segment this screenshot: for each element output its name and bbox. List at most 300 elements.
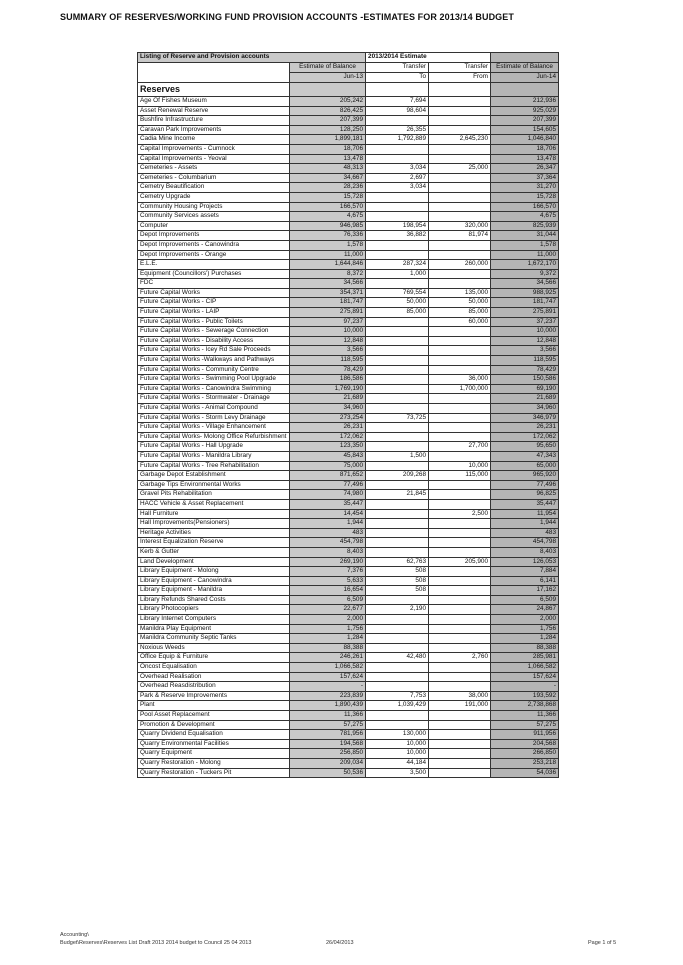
reserve-name-cell: Future Capital Works- Molong Office Refurbishment [138, 432, 290, 442]
reserve-name-cell: Future Capital Works - Stormwater - Drainage [138, 394, 290, 404]
balance-jun14-cell: 69,190 [491, 384, 559, 394]
balance-jun14-cell: 346,979 [491, 413, 559, 423]
table-row [138, 758, 559, 768]
balance-jun14-cell: 37,237 [491, 317, 559, 327]
transfer-from-cell [429, 365, 491, 375]
balance-jun13-cell: 21,689 [290, 394, 366, 404]
reserve-name-cell: Bushfire Infrastructure [138, 116, 290, 126]
transfer-to-cell [366, 202, 429, 212]
balance-jun13-cell: 34,566 [290, 279, 366, 289]
transfer-from-cell: 260,000 [429, 260, 491, 270]
transfer-to-cell: 7,694 [366, 97, 429, 107]
transfer-from-cell: 85,000 [429, 308, 491, 318]
header-row-1 [138, 53, 559, 63]
reserve-name-cell: Quarry Environmental Facilities [138, 739, 290, 749]
reserve-name-cell: Pool Asset Replacement [138, 711, 290, 721]
balance-jun13-cell: 11,000 [290, 250, 366, 260]
reserve-name-cell: E.L.E. [138, 260, 290, 270]
reserve-name-cell: Library Refunds Shared Costs [138, 595, 290, 605]
transfer-to-cell [366, 384, 429, 394]
transfer-from-cell: 1,700,000 [429, 384, 491, 394]
reserve-name-cell: Noxious Weeds [138, 643, 290, 653]
transfer-from-cell [429, 327, 491, 337]
balance-jun13-cell: 209,034 [290, 758, 366, 768]
transfer-from-cell [429, 269, 491, 279]
balance-jun13-cell: 78,429 [290, 365, 366, 375]
reserve-name-cell: Caravan Park Improvements [138, 125, 290, 135]
transfer-from-cell [429, 202, 491, 212]
table-row [138, 711, 559, 721]
table-row [138, 125, 559, 135]
transfer-to-cell: 62,763 [366, 557, 429, 567]
reserve-name-cell: FDC [138, 279, 290, 289]
balance-jun14-cell: 483 [491, 528, 559, 538]
balance-jun13-cell: 273,254 [290, 413, 366, 423]
transfer-from-cell [429, 423, 491, 433]
transfer-to-cell: 21,845 [366, 490, 429, 500]
table-row [138, 260, 559, 270]
transfer-to-cell: 3,034 [366, 183, 429, 193]
reserve-name-cell: Future Capital Works - CIP [138, 298, 290, 308]
transfer-to-cell [366, 547, 429, 557]
balance-jun13-cell: 781,956 [290, 730, 366, 740]
reserve-name-cell: Future Capital Works - Hall Upgrade [138, 442, 290, 452]
reserve-name-cell: Future Capital Works - Storm Levy Drainage [138, 413, 290, 423]
balance-jun13-cell: 1,066,582 [290, 663, 366, 673]
transfer-from-cell [429, 413, 491, 423]
transfer-from-header-a: Transfer [429, 63, 491, 73]
balance-jun13-cell: 172,062 [290, 432, 366, 442]
reserve-name-cell: Depot Improvements - Canowindra [138, 240, 290, 250]
table-row [138, 298, 559, 308]
balance-jun13-cell: 34,667 [290, 173, 366, 183]
reserve-name-cell: Future Capital Works - Sewerage Connection [138, 327, 290, 337]
transfer-from-cell [429, 605, 491, 615]
reserve-name-cell: Cemeteries - Assets [138, 164, 290, 174]
name-header [138, 63, 290, 83]
balance-jun13-cell: 157,624 [290, 672, 366, 682]
transfer-from-cell [429, 97, 491, 107]
balance-jun13-cell: 1,769,190 [290, 384, 366, 394]
transfer-to-cell: 1,792,889 [366, 135, 429, 145]
balance-jun14-cell: 825,939 [491, 221, 559, 231]
transfer-from-cell [429, 336, 491, 346]
footer-date: 26/04/2013 [326, 940, 354, 946]
balance-jun13-cell: 8,403 [290, 547, 366, 557]
transfer-from-cell: 2,760 [429, 653, 491, 663]
table-row [138, 288, 559, 298]
balance-jun13-cell: 4,675 [290, 212, 366, 222]
transfer-from-cell [429, 480, 491, 490]
transfer-from-cell [429, 116, 491, 126]
reserve-name-cell: Plant [138, 701, 290, 711]
balance-jun14-cell: 6,141 [491, 576, 559, 586]
balance-jun14-cell: 207,399 [491, 116, 559, 126]
table-row [138, 643, 559, 653]
transfer-from-cell [429, 663, 491, 673]
balance-jun14-cell: 96,825 [491, 490, 559, 500]
balance-jun14-cell: 1,944 [491, 519, 559, 529]
transfer-to-cell: 3,500 [366, 768, 429, 778]
reserve-name-cell: Cemetry Upgrade [138, 192, 290, 202]
balance-jun13-cell: 454,798 [290, 538, 366, 548]
transfer-from-cell [429, 624, 491, 634]
table-row [138, 557, 559, 567]
section-label: Reserves [138, 83, 290, 97]
table-row [138, 576, 559, 586]
balance-jun14-cell: 54,036 [491, 768, 559, 778]
balance-jun14-cell: 1,066,582 [491, 663, 559, 673]
balance-jun14-cell: 204,568 [491, 739, 559, 749]
balance-jun14-cell: 925,029 [491, 106, 559, 116]
table-row [138, 461, 559, 471]
table-row [138, 605, 559, 615]
reserve-name-cell: Community Services assets [138, 212, 290, 222]
transfer-from-cell: 115,000 [429, 471, 491, 481]
table-row [138, 471, 559, 481]
balance-jun13-cell: 15,728 [290, 192, 366, 202]
table-row [138, 749, 559, 759]
table-row [138, 365, 559, 375]
table-row [138, 691, 559, 701]
reserve-name-cell: Future Capital Works - Icey Rd Sale Proceeds [138, 346, 290, 356]
transfer-from-cell [429, 279, 491, 289]
balance-jun14-cell: 2,000 [491, 615, 559, 625]
transfer-to-cell: 36,882 [366, 231, 429, 241]
transfer-from-cell [429, 711, 491, 721]
balance-jun14-cell: 4,675 [491, 212, 559, 222]
balance-jun13-cell: 1,644,846 [290, 260, 366, 270]
transfer-to-cell [366, 144, 429, 154]
transfer-from-cell: 320,000 [429, 221, 491, 231]
transfer-to-cell [366, 711, 429, 721]
table-row [138, 173, 559, 183]
balance-jun13-cell: 34,960 [290, 404, 366, 414]
transfer-to-cell: 508 [366, 576, 429, 586]
transfer-from-cell [429, 106, 491, 116]
table-row [138, 327, 559, 337]
table-row [138, 509, 559, 519]
transfer-to-cell: 1,000 [366, 269, 429, 279]
balance-jun13-cell: 118,595 [290, 356, 366, 366]
reserve-name-cell: Hall Furniture [138, 509, 290, 519]
balance-jun14-cell: 275,891 [491, 308, 559, 318]
reserve-name-cell: Future Capital Works - LAIP [138, 308, 290, 318]
section-cell [491, 83, 559, 97]
reserve-name-cell: Future Capital Works -Walkways and Pathways [138, 356, 290, 366]
balance-jun14-cell: 26,347 [491, 164, 559, 174]
transfer-from-cell [429, 346, 491, 356]
balance-jun13-cell: 205,242 [290, 97, 366, 107]
balance-jun13-cell: 88,388 [290, 643, 366, 653]
transfer-from-cell: 2,500 [429, 509, 491, 519]
transfer-from-cell [429, 144, 491, 154]
table-row [138, 154, 559, 164]
balance-jun13-cell: 75,000 [290, 461, 366, 471]
balance-jun13-cell: 275,891 [290, 308, 366, 318]
transfer-to-cell [366, 615, 429, 625]
balance-jun13-cell: 45,843 [290, 451, 366, 461]
table-row [138, 346, 559, 356]
balance-jun13-cell: 186,586 [290, 375, 366, 385]
transfer-to-cell [366, 480, 429, 490]
balance-jun14-cell: 7,884 [491, 567, 559, 577]
balance-jun14-cell: 157,624 [491, 672, 559, 682]
table-row [138, 672, 559, 682]
transfer-from-cell [429, 615, 491, 625]
reserve-name-cell: Future Capital Works - Disability Access [138, 336, 290, 346]
transfer-from-cell [429, 154, 491, 164]
reserve-name-cell: Land Development [138, 557, 290, 567]
balance-jun14-cell: 3,566 [491, 346, 559, 356]
reserve-name-cell: Cemeteries - Columbarium [138, 173, 290, 183]
balance-jun14-cell: 118,595 [491, 356, 559, 366]
transfer-to-cell: 7,753 [366, 691, 429, 701]
transfer-to-cell [366, 509, 429, 519]
reserve-name-cell: Library Photocopiers [138, 605, 290, 615]
reserve-name-cell: Promotion & Development [138, 720, 290, 730]
reserve-name-cell: Quarry Dividend Equalisation [138, 730, 290, 740]
header-row-2 [138, 63, 559, 73]
transfer-from-cell: 50,000 [429, 298, 491, 308]
transfer-to-cell [366, 720, 429, 730]
table-row [138, 423, 559, 433]
transfer-from-cell [429, 758, 491, 768]
reserve-name-cell: Cadia Mine Income [138, 135, 290, 145]
balance-jun13-cell: 74,980 [290, 490, 366, 500]
transfer-to-cell [366, 461, 429, 471]
table-row [138, 663, 559, 673]
reserve-name-cell: Future Capital Works - Canowindra Swimming [138, 384, 290, 394]
transfer-from-cell [429, 173, 491, 183]
transfer-from-cell [429, 192, 491, 202]
transfer-from-cell [429, 125, 491, 135]
table-row [138, 202, 559, 212]
table-row [138, 739, 559, 749]
reserve-name-cell: Depot Improvements [138, 231, 290, 241]
balance-jun13-cell: 256,850 [290, 749, 366, 759]
reserve-name-cell: Garbage Tips Environmental Works [138, 480, 290, 490]
transfer-from-cell [429, 490, 491, 500]
balance-jun14-cell: 172,062 [491, 432, 559, 442]
balance-jun14-cell: 193,592 [491, 691, 559, 701]
balance-jun13-cell: 16,654 [290, 586, 366, 596]
transfer-from-cell [429, 451, 491, 461]
reserve-name-cell: Future Capital Works - Public Toilets [138, 317, 290, 327]
balance-jun14-cell: 1,046,840 [491, 135, 559, 145]
transfer-from-cell: 191,000 [429, 701, 491, 711]
reserve-name-cell: Future Capital Works - Manildra Library [138, 451, 290, 461]
reserve-name-cell: Library Equipment - Molong [138, 567, 290, 577]
reserve-name-cell: Age Of Fishes Museum [138, 97, 290, 107]
transfer-to-cell [366, 327, 429, 337]
transfer-to-cell [366, 404, 429, 414]
table-row [138, 183, 559, 193]
reserve-name-cell: Manildra Play Equipment [138, 624, 290, 634]
listing-header: Listing of Reserve and Provision accounts [138, 53, 366, 63]
table-row [138, 768, 559, 778]
transfer-from-cell: 135,000 [429, 288, 491, 298]
transfer-from-cell [429, 356, 491, 366]
balance-jun14-cell: 6,509 [491, 595, 559, 605]
balance-jun13-cell: 1,756 [290, 624, 366, 634]
balance-jun13-cell: 483 [290, 528, 366, 538]
reserve-name-cell: Future Capital Works - Tree Rehabilitation [138, 461, 290, 471]
table-row [138, 528, 559, 538]
balance-jun13-cell: 223,839 [290, 691, 366, 701]
table-row [138, 595, 559, 605]
reserve-name-cell: Future Capital Works - Village Enhancement [138, 423, 290, 433]
transfer-to-cell [366, 423, 429, 433]
table-row [138, 720, 559, 730]
balance-jun13-cell: 35,447 [290, 499, 366, 509]
reserve-name-cell: Heritage Activities [138, 528, 290, 538]
transfer-to-cell [366, 595, 429, 605]
transfer-to-cell: 209,268 [366, 471, 429, 481]
balance-header-b: Jun-13 [290, 73, 366, 83]
transfer-to-cell: 85,000 [366, 308, 429, 318]
transfer-from-cell: 60,000 [429, 317, 491, 327]
reserve-name-cell: Cemetry Beautification [138, 183, 290, 193]
balance-jun13-cell: 10,000 [290, 327, 366, 337]
transfer-to-cell [366, 432, 429, 442]
transfer-to-cell: 44,184 [366, 758, 429, 768]
balance-jun13-cell: - [290, 682, 366, 692]
balance-jun14-cell: 57,275 [491, 720, 559, 730]
balance-jun13-cell: 97,237 [290, 317, 366, 327]
table-row [138, 404, 559, 414]
reserve-name-cell: Office Equip & Furniture [138, 653, 290, 663]
transfer-to-cell: 98,604 [366, 106, 429, 116]
transfer-to-header-a: Transfer [366, 63, 429, 73]
table-row [138, 538, 559, 548]
transfer-from-cell [429, 499, 491, 509]
transfer-to-cell: 1,500 [366, 451, 429, 461]
reserve-name-cell: Garbage Depot Establishment [138, 471, 290, 481]
table-row [138, 221, 559, 231]
table-row [138, 567, 559, 577]
transfer-from-cell [429, 682, 491, 692]
balance-jun13-cell: 1,899,181 [290, 135, 366, 145]
reserve-name-cell: Asset Renewal Reserve [138, 106, 290, 116]
table-row [138, 269, 559, 279]
balance-jun14-cell: 9,372 [491, 269, 559, 279]
reserve-name-cell: Depot Improvements - Orange [138, 250, 290, 260]
balance-jun14-cell: 37,364 [491, 173, 559, 183]
transfer-to-cell: 10,000 [366, 739, 429, 749]
balance-jun13-cell: 826,425 [290, 106, 366, 116]
balance-jun14-cell: 31,270 [491, 183, 559, 193]
transfer-to-cell [366, 279, 429, 289]
transfer-to-cell [366, 192, 429, 202]
transfer-to-cell [366, 375, 429, 385]
balance-jun14-cell: 26,231 [491, 423, 559, 433]
blank-header [491, 53, 559, 63]
transfer-to-cell: 287,324 [366, 260, 429, 270]
transfer-from-cell [429, 720, 491, 730]
transfer-to-cell: 2,697 [366, 173, 429, 183]
balance-jun13-cell: 1,578 [290, 240, 366, 250]
transfer-from-cell [429, 634, 491, 644]
transfer-to-cell: 508 [366, 567, 429, 577]
table-row [138, 432, 559, 442]
balance-jun13-cell: 28,236 [290, 183, 366, 193]
transfer-from-cell [429, 432, 491, 442]
transfer-to-cell [366, 624, 429, 634]
balance-jun14-cell: 2,738,868 [491, 701, 559, 711]
table-row [138, 192, 559, 202]
transfer-from-cell [429, 240, 491, 250]
table-row [138, 212, 559, 222]
balance-jun13-cell: 12,848 [290, 336, 366, 346]
balance-header-a: Estimate of Balance [290, 63, 366, 73]
transfer-to-cell [366, 154, 429, 164]
transfer-to-cell: 73,725 [366, 413, 429, 423]
table-row [138, 144, 559, 154]
reserve-name-cell: Future Capital Works - Animal Compound [138, 404, 290, 414]
balance-jun14-cell: 988,925 [491, 288, 559, 298]
transfer-from-cell [429, 528, 491, 538]
transfer-from-cell [429, 749, 491, 759]
table-row [138, 384, 559, 394]
balance-jun13-cell: 48,313 [290, 164, 366, 174]
balance-jun13-cell: 77,496 [290, 480, 366, 490]
transfer-to-cell: 508 [366, 586, 429, 596]
table-row [138, 116, 559, 126]
transfer-from-cell [429, 183, 491, 193]
balance-jun14-cell: 150,586 [491, 375, 559, 385]
balance-jun14-cell: 18,706 [491, 144, 559, 154]
reserve-name-cell: Gravel Pits Rehabilitation [138, 490, 290, 500]
transfer-from-cell [429, 595, 491, 605]
table-row [138, 519, 559, 529]
balance-jun14-cell: 47,343 [491, 451, 559, 461]
reserve-name-cell: Hall Improvements(Pensioners) [138, 519, 290, 529]
balance-jun14-cell: 15,728 [491, 192, 559, 202]
reserves-table [137, 52, 559, 778]
balance-jun14-cell: 126,053 [491, 557, 559, 567]
transfer-to-cell: 198,954 [366, 221, 429, 231]
balance-jun13-cell: 946,985 [290, 221, 366, 231]
transfer-to-cell [366, 538, 429, 548]
transfer-to-cell [366, 499, 429, 509]
table-row [138, 413, 559, 423]
reserve-name-cell: Library Equipment - Manildra [138, 586, 290, 596]
reserve-name-cell: Manildra Community Septic Tanks [138, 634, 290, 644]
transfer-to-cell: 10,000 [366, 749, 429, 759]
balance-jun14-cell: 1,672,170 [491, 260, 559, 270]
reserve-name-cell: Capital Improvements - Yeoval [138, 154, 290, 164]
transfer-from-cell [429, 672, 491, 682]
table-row [138, 135, 559, 145]
section-cell [429, 83, 491, 97]
transfer-from-cell [429, 739, 491, 749]
balance-jun14-cell: 12,848 [491, 336, 559, 346]
reserve-name-cell: Overhead Realisation [138, 672, 290, 682]
balance-jun13-cell: 13,478 [290, 154, 366, 164]
transfer-from-cell [429, 567, 491, 577]
table-row [138, 480, 559, 490]
balance-jun13-cell: 2,000 [290, 615, 366, 625]
balance-jun13-cell: 181,747 [290, 298, 366, 308]
balance-jun14-cell: 965,920 [491, 471, 559, 481]
transfer-from-cell: 38,000 [429, 691, 491, 701]
balance-jun14-cell: 34,566 [491, 279, 559, 289]
balance-jun13-cell: 194,568 [290, 739, 366, 749]
balance-jun13-cell: 1,890,439 [290, 701, 366, 711]
table-row [138, 250, 559, 260]
reserve-name-cell: Future Capital Works [138, 288, 290, 298]
